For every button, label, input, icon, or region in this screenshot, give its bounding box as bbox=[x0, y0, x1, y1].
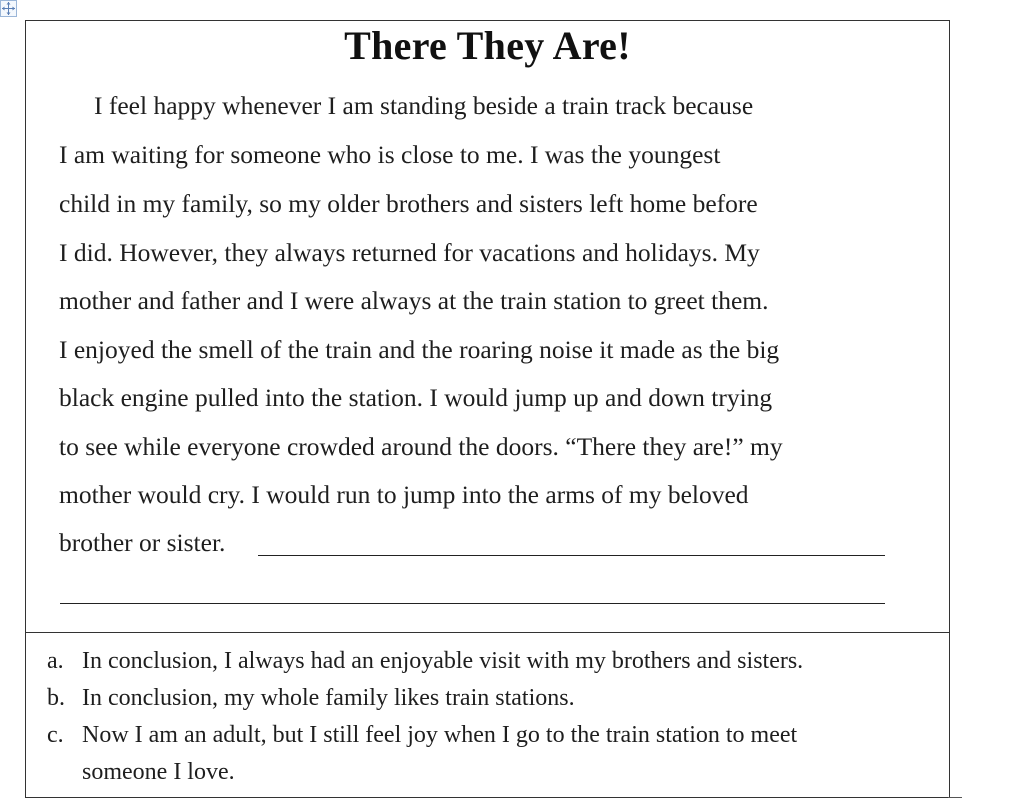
passage-line: I did. However, they always returned for vacations and holidays. My bbox=[59, 238, 760, 267]
option-letter: b. bbox=[47, 685, 65, 711]
passage-line: I am waiting for someone who is close to me. I was the youngest bbox=[59, 140, 721, 169]
options-cell bbox=[26, 634, 949, 797]
worksheet-table bbox=[25, 20, 950, 798]
passage-line: child in my family, so my older brothers and sisters left home before bbox=[59, 189, 758, 218]
answer-blank-line[interactable] bbox=[258, 555, 885, 556]
table-end-marker bbox=[948, 797, 962, 798]
passage-cell bbox=[26, 21, 949, 633]
passage-line: brother or sister. bbox=[59, 528, 226, 557]
option-text: someone I love. bbox=[82, 759, 235, 785]
answer-blank-line[interactable] bbox=[60, 603, 885, 604]
option-text: In conclusion, I always had an enjoyable visit with my brothers and sisters. bbox=[82, 648, 804, 674]
passage-line: mother would cry. I would run to jump into the arms of my beloved bbox=[59, 480, 749, 509]
passage-title: There They Are! bbox=[344, 23, 631, 68]
table-move-handle[interactable] bbox=[0, 0, 17, 17]
passage-line: I enjoyed the smell of the train and the roaring noise it made as the big bbox=[59, 335, 780, 364]
passage-line: to see while everyone crowded around the doors. “There they are!” my bbox=[59, 432, 783, 461]
option-text: In conclusion, my whole family likes train stations. bbox=[82, 685, 575, 711]
option-letter: c. bbox=[47, 722, 64, 748]
move-arrows-icon bbox=[1, 1, 16, 16]
option-letter: a. bbox=[47, 648, 64, 674]
passage-line: mother and father and I were always at the train station to greet them. bbox=[59, 286, 769, 315]
passage-line: black engine pulled into the station. I would jump up and down trying bbox=[59, 383, 773, 412]
passage-line: I feel happy whenever I am standing beside a train track because bbox=[94, 91, 754, 120]
option-text: Now I am an adult, but I still feel joy when I go to the train station to meet bbox=[82, 722, 798, 748]
